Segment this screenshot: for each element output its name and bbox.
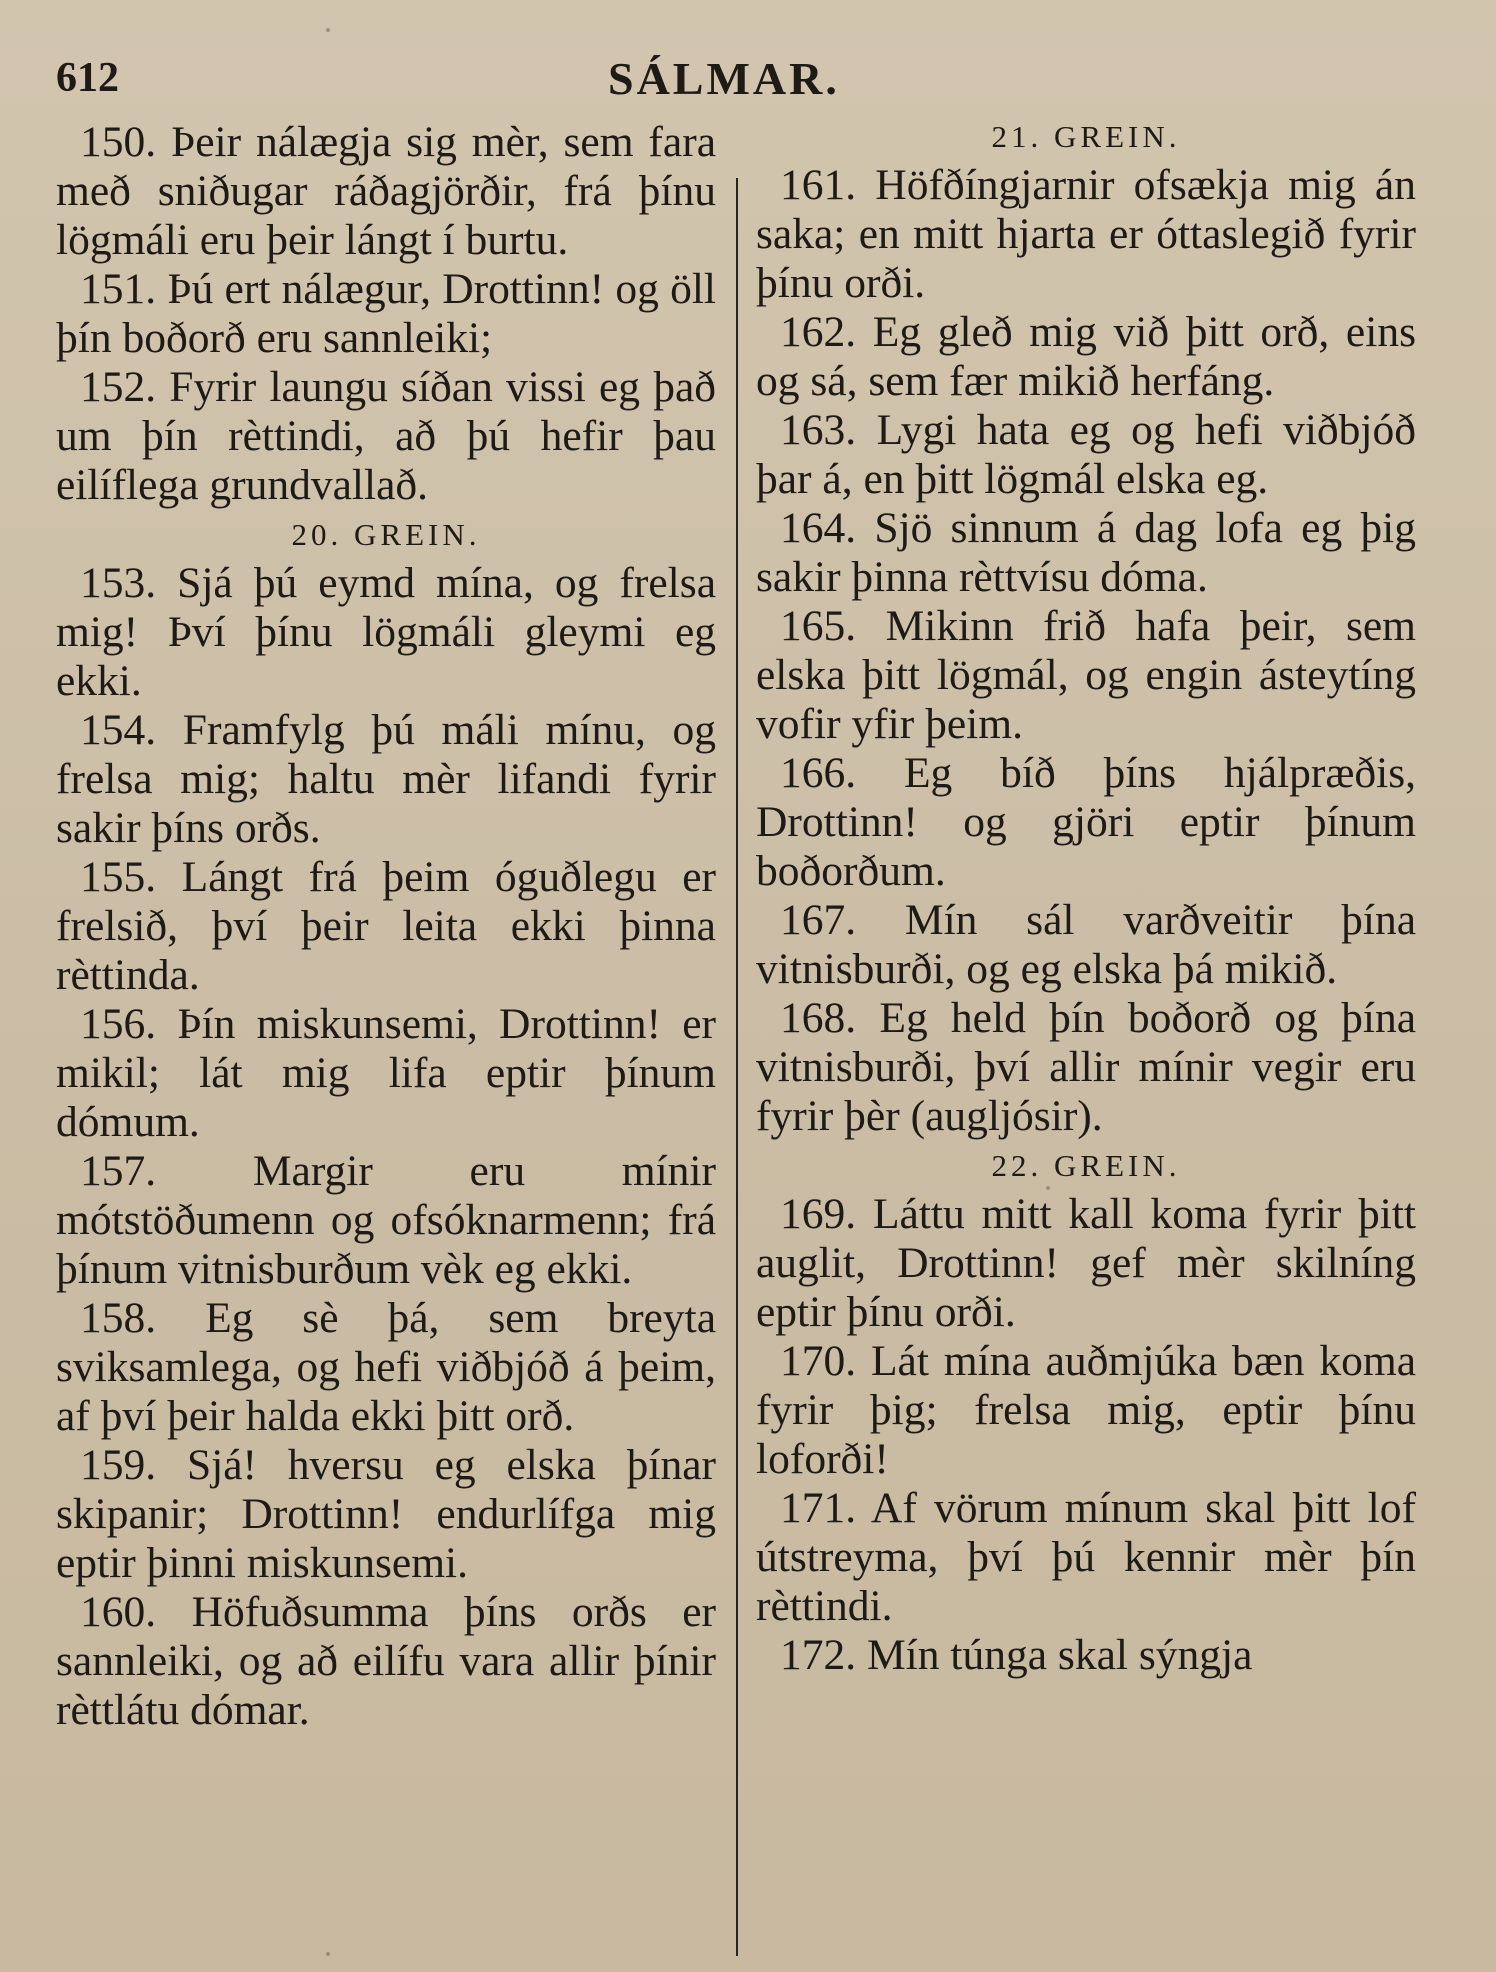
- verse: [56, 1588, 716, 1735]
- verse-number: 159.: [80, 1441, 157, 1489]
- verse: [56, 118, 716, 265]
- verse-number: 165.: [780, 602, 857, 650]
- verse-number: 152.: [80, 363, 157, 411]
- verse: [756, 1190, 1416, 1337]
- verse-number: 157.: [80, 1147, 157, 1195]
- verse: [756, 1337, 1416, 1484]
- verse: [756, 1484, 1416, 1631]
- verse-number: 172.: [780, 1631, 857, 1679]
- verse: [756, 896, 1416, 994]
- verse-text: Fyrir laungu síðan vissi eg það um þín rèttindi, að þú hefir þau eilíflega grundvallað.: [56, 363, 717, 509]
- verse-number: 164.: [780, 504, 857, 552]
- verse-text: Þú ert nálægur, Drottinn! og öll þín boðorð eru sannleiki;: [56, 265, 716, 362]
- text-columns: [56, 118, 1416, 1735]
- verse-text: Þeir nálægja sig mèr, sem fara með sniðugar ráðagjörðir, frá þínu lögmáli eru þeir lángt í burtu.: [56, 118, 716, 264]
- paper-speck: [1046, 1186, 1050, 1190]
- verse: [56, 265, 716, 363]
- verse-text: Sjá! hversu eg elska þínar skipanir; Drottinn! endurlífga mig eptir þinni miskunsemi.: [56, 1441, 717, 1587]
- verse-text: Margir eru mínir mótstöðumenn og ofsóknarmenn; frá þínum vitnisburðum vèk eg ekki.: [56, 1147, 717, 1293]
- verse-text: Þín miskunsemi, Drottinn! er mikil; lát mig lifa eptir þínum dómum.: [56, 1000, 716, 1146]
- verse-number: 166.: [780, 749, 857, 797]
- verse-text: Mikinn frið hafa þeir, sem elska þitt lögmál, og engin ásteytíng vofir yfir þeim.: [756, 602, 1417, 748]
- verse: [756, 749, 1416, 896]
- verse-text: Eg gleð mig við þitt orð, eins og sá, sem fær mikið herfáng.: [756, 308, 1416, 405]
- verse-number: 167.: [780, 896, 857, 944]
- verse: [56, 706, 716, 853]
- verse: [756, 994, 1416, 1141]
- verse-number: 169.: [780, 1190, 857, 1238]
- verse: [56, 853, 716, 1000]
- section-heading: 20. GREIN.: [291, 517, 481, 552]
- verse-number: 163.: [780, 406, 857, 454]
- verse: [56, 559, 716, 706]
- verse-number: 153.: [80, 559, 157, 607]
- verse-text: Mín sál varðveitir þína vitnisburði, og eg elska þá mikið.: [756, 896, 1416, 993]
- verse-text: Sjö sinnum á dag lofa eg þig sakir þinna rèttvísu dóma.: [756, 504, 1417, 601]
- verse: [56, 1147, 716, 1294]
- paper-speck: [326, 1952, 330, 1956]
- verse-number: 171.: [780, 1484, 857, 1532]
- verse-text: Lát mína auðmjúka bæn koma fyrir þig; frelsa mig, eptir þínu loforði!: [756, 1337, 1417, 1483]
- right-column: [756, 112, 1416, 1735]
- verse: [756, 602, 1416, 749]
- verse: [56, 363, 716, 510]
- verse-number: 155.: [80, 853, 157, 901]
- section-heading: 22. GREIN.: [991, 1148, 1181, 1183]
- verse-number: 154.: [80, 706, 157, 754]
- column-rule: [736, 178, 738, 1956]
- verse: [56, 1294, 716, 1441]
- verse-text: Lygi hata eg og hefi viðbjóð þar á, en þitt lögmál elska eg.: [756, 406, 1417, 503]
- verse-text: Sjá þú eymd mína, og frelsa mig! Því þínu lögmáli gleymi eg ekki.: [56, 559, 716, 705]
- verse-number: 168.: [780, 994, 857, 1042]
- verse-text: Framfylg þú máli mínu, og frelsa mig; haltu mèr lifandi fyrir sakir þíns orðs.: [56, 706, 716, 852]
- verse-number: 151.: [80, 265, 157, 313]
- verse-text: Mín túnga skal sýngja: [867, 1631, 1253, 1679]
- verse-text: Eg bíð þíns hjálpræðis, Drottinn! og gjöri eptir þínum boðorðum.: [756, 749, 1417, 895]
- verse-number: 160.: [80, 1588, 157, 1636]
- verse-number: 158.: [80, 1294, 157, 1342]
- verse-text: Eg sè þá, sem breyta sviksamlega, og hefi viðbjóð á þeim, af því þeir halda ekki þitt orð.: [56, 1294, 717, 1440]
- page-number: 612: [56, 55, 119, 101]
- verse-text: Eg held þín boðorð og þína vitnisburði, því allir mínir vegir eru fyrir þèr (augljósir).: [756, 994, 1417, 1140]
- verse: [756, 406, 1416, 504]
- verse-text: Af vörum mínum skal þitt lof útstreyma, því þú kennir mèr þín rèttindi.: [756, 1484, 1416, 1630]
- verse-number: 150.: [80, 118, 157, 166]
- verse: [756, 504, 1416, 602]
- verse-number: 162.: [780, 308, 857, 356]
- verse-text: Lángt frá þeim óguðlegu er frelsið, því þeir leita ekki þinna rèttinda.: [56, 853, 716, 999]
- verse-text: Höfðíngjarnir ofsækja mig án saka; en mitt hjarta er óttaslegið fyrir þínu orði.: [756, 161, 1416, 307]
- verse: [56, 1441, 716, 1588]
- page-header: [56, 48, 1416, 118]
- verse: [56, 1000, 716, 1147]
- verse-text: Höfuðsumma þíns orðs er sannleiki, og að eilífu vara allir þínir rèttlátu dómar.: [56, 1588, 717, 1734]
- verse: [756, 308, 1416, 406]
- verse-number: 161.: [780, 161, 857, 209]
- section-heading: 21. GREIN.: [991, 119, 1181, 154]
- running-title: SÁLMAR.: [608, 53, 840, 104]
- verse: [756, 1631, 1416, 1680]
- verse-number: 170.: [780, 1337, 857, 1385]
- verse-number: 156.: [80, 1000, 157, 1048]
- verse: [756, 161, 1416, 308]
- left-column: [56, 118, 716, 1735]
- paper-speck: [326, 28, 330, 32]
- verse-text: Láttu mitt kall koma fyrir þitt auglit, Drottinn! gef mèr skilníng eptir þínu orði.: [756, 1190, 1417, 1336]
